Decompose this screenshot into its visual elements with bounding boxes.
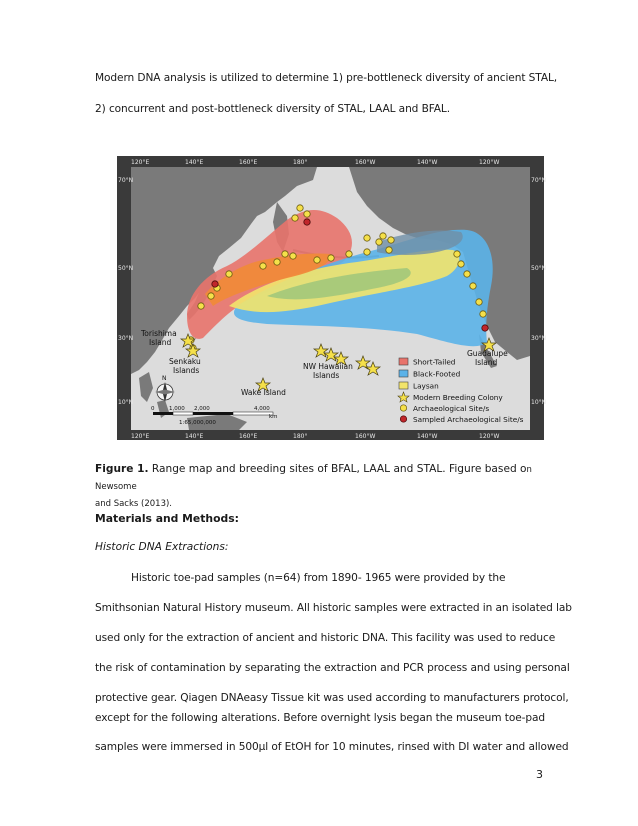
scale-tick-0: 0 [151, 406, 155, 412]
section-subheading: Historic DNA Extractions: [95, 541, 229, 553]
top-tick-label: 160°W [355, 159, 376, 166]
legend-label-sampled: Sampled Archaeological Site/s [413, 415, 524, 424]
label-torishima: Torishima Island [141, 329, 177, 347]
range-map [117, 156, 547, 440]
right-tick-label: 30°N [531, 335, 547, 342]
top-tick-label: 160°E [239, 159, 258, 166]
caption-label: Figure 1. [95, 463, 149, 475]
left-tick-label: 30°N [118, 335, 134, 342]
intro-line-1: Modern DNA analysis is utilized to determine 1) pre-bottleneck diversity of ancient STAL, [95, 72, 558, 84]
top-tick-label: 120°W [479, 159, 500, 166]
body-line-7: samples were immersed in 500µl of EtOH for 10 minutes, rinsed with DI water and allowed [95, 741, 569, 753]
label-senkaku: Senkaku Islands [169, 357, 201, 375]
range-map-figure [117, 156, 547, 440]
bottom-tick-label: 140°W [417, 433, 438, 440]
caption-citation-1: n Newsome [95, 465, 532, 492]
compass-north-label: N [162, 375, 167, 382]
body-line-4: the risk of contamination by separating the extraction and PCR process and using personal [95, 662, 570, 674]
left-tick-label: 50°N [118, 265, 134, 272]
left-tick-label: 10°N [118, 399, 134, 406]
caption-citation-2: and Sacks (2013). [95, 499, 172, 509]
label-nw-hawaiian: NW Hawaiian Islands [303, 362, 353, 380]
intro-line-2: 2) concurrent and post-bottleneck diversity of STAL, LAAL and BFAL. [95, 103, 450, 115]
legend-label-black-footed: Black-Footed [413, 369, 461, 379]
legend-label-breeding: Modern Breeding Colony [413, 393, 503, 402]
scale-tick-1: 1,000 [169, 406, 185, 412]
legend-label-archaeological: Archaeological Site/s [413, 404, 490, 413]
body-line-3: used only for the extraction of ancient and historic DNA. This facility was used to reduce [95, 632, 556, 644]
bottom-tick-label: 140°E [185, 433, 204, 440]
bottom-tick-label: 120°W [479, 433, 500, 440]
scale-ratio: 1:65,000,000 [179, 420, 216, 426]
legend-label-short-tailed: Short-Tailed [413, 357, 456, 367]
scale-tick-2: 2,000 [194, 406, 210, 412]
left-tick-label: 70°N [118, 177, 134, 184]
legend-swatch-short-tailed [399, 358, 408, 365]
bottom-tick-label: 160°W [355, 433, 376, 440]
top-tick-label: 140°W [417, 159, 438, 166]
legend-dot-archaeological [400, 405, 406, 411]
legend-swatch-laysan [399, 382, 408, 389]
legend-swatch-black-footed [399, 370, 408, 377]
bottom-tick-label: 180° [293, 433, 308, 440]
body-line-2: Smithsonian Natural History museum. All historic samples were extracted in an isolated lab [95, 602, 572, 614]
top-tick-label: 180° [293, 159, 308, 166]
scale-bar [153, 412, 273, 415]
label-wake: Wake Island [241, 388, 286, 397]
bottom-tick-label: 120°E [131, 433, 150, 440]
right-tick-label: 10°N [531, 399, 547, 406]
body-line-6: except for the following alterations. Before overnight lysis began the museum toe-pad [95, 712, 545, 724]
body-line-5: protective gear. Qiagen DNAeasy Tissue kit was used according to manufacturers protocol, [95, 692, 569, 704]
body-line-1: Historic toe-pad samples (n=64) from 1890- 1965 were provided by the [131, 572, 506, 584]
section-heading: Materials and Methods: [95, 512, 239, 525]
caption-text: Range map and breeding sites of BFAL, LAAL and STAL. Figure based o [148, 463, 527, 475]
top-tick-label: 120°E [131, 159, 150, 166]
label-guadalupe: Guadalupe Island [467, 349, 508, 367]
scale-tick-3: 4,000 [254, 406, 270, 412]
bottom-tick-label: 160°E [239, 433, 258, 440]
figure-caption [95, 461, 565, 512]
right-tick-label: 70°N [531, 177, 547, 184]
legend-dot-sampled [400, 416, 406, 422]
top-tick-label: 140°E [185, 159, 204, 166]
legend-label-laysan: Laysan [413, 381, 439, 391]
page-number: 3 [536, 768, 543, 781]
right-tick-label: 50°N [531, 265, 547, 272]
scale-unit: km [269, 414, 278, 420]
